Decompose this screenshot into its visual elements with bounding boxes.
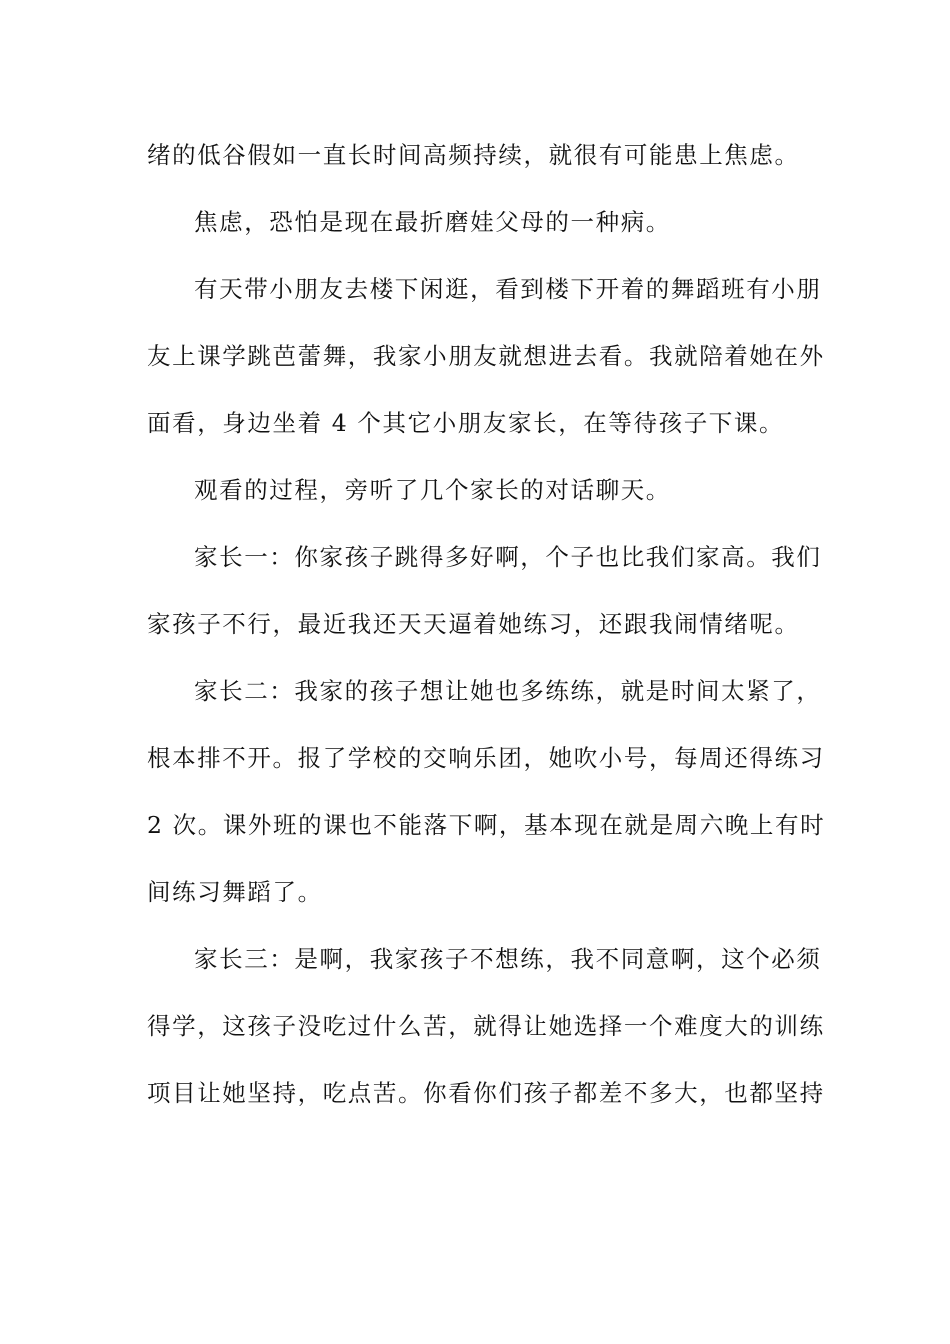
text-line: 间练习舞蹈了。 xyxy=(147,878,323,906)
paragraph-line: 焦虑，恐怕是现在最折磨娃父母的一种病。 xyxy=(194,208,671,236)
paragraph-line: 家长二：我家的孩子想让她也多练练，就是时间太紧了， xyxy=(194,677,822,705)
text-line: 友上课学跳芭蕾舞，我家小朋友就想进去看。我就陪着她在外 xyxy=(147,342,825,370)
text-line: 根本排不开。报了学校的交响乐团，她吹小号，每周还得练习 xyxy=(147,744,825,772)
text-line: 2 次。课外班的课也不能落下啊，基本现在就是周六晚上有时 xyxy=(147,811,826,839)
text-line: 家孩子不行，最近我还天天逼着她练习，还跟我闹情绪呢。 xyxy=(147,610,800,638)
paragraph-line: 家长三：是啊，我家孩子不想练，我不同意啊，这个必须 xyxy=(194,945,822,973)
text-line: 面看，身边坐着 4 个其它小朋友家长，在等待孩子下课。 xyxy=(147,409,785,437)
paragraph-line: 观看的过程，旁听了几个家长的对话聊天。 xyxy=(194,476,671,504)
paragraph-line: 家长一：你家孩子跳得多好啊，个子也比我们家高。我们 xyxy=(194,543,822,571)
paragraph-line: 有天带小朋友去楼下闲逛，看到楼下开着的舞蹈班有小朋 xyxy=(194,275,822,303)
document-body xyxy=(147,128,826,1133)
text-line: 绪的低谷假如一直长时间高频持续，就很有可能患上焦虑。 xyxy=(147,141,800,169)
text-line: 得学，这孩子没吃过什么苦，就得让她选择一个难度大的训练 xyxy=(147,1012,825,1040)
text-line: 项目让她坚持，吃点苦。你看你们孩子都差不多大，也都坚持 xyxy=(147,1079,825,1107)
